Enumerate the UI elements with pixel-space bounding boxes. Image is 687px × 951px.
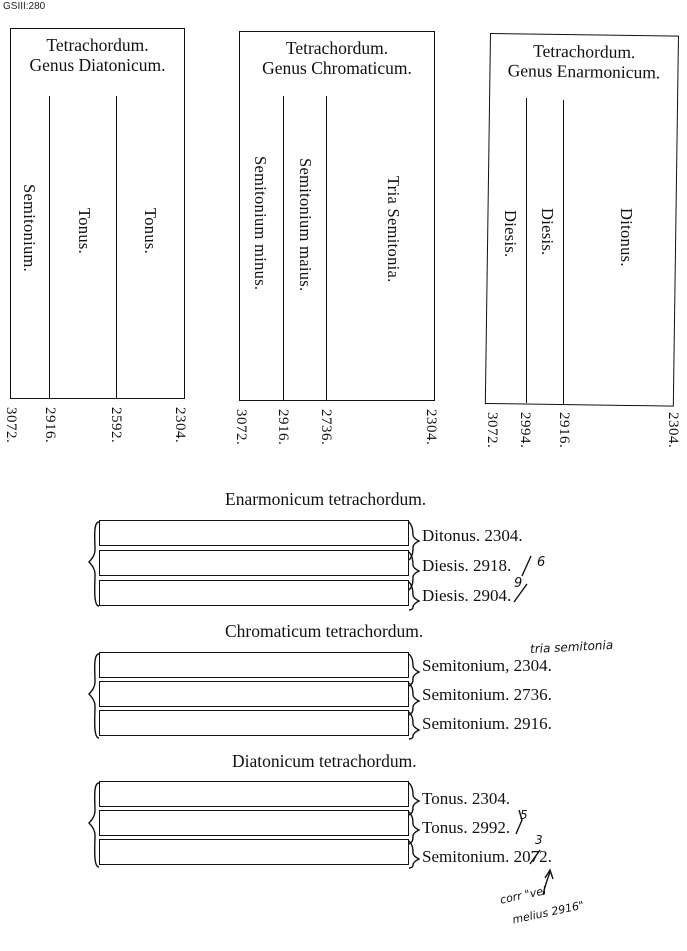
enharmonic-number: 2916. [556,412,572,449]
chromatic-interval-label: Semitonium minus. [251,156,270,291]
right-brace [409,582,419,610]
chromatic-number: 2736. [318,409,334,446]
enharmonic-table-heading: Enarmonicum tetrachordum. [225,489,427,509]
enharmonic-number: 2304. [665,412,681,449]
enharmonic-interval-label: Diesis. [538,208,557,256]
enharmonic-number: 2994. [517,412,533,449]
diatonic-interval-label: Semitonium. [20,184,39,273]
chromatic-box-title: Tetrachordum. Genus Chromaticum. [262,38,412,78]
diatonic-table-heading: Diatonicum tetrachordum. [232,751,417,771]
diatonic-interval-label: Tonus. [141,208,160,255]
diatonic-number: 2916. [42,407,58,444]
right-brace [409,683,419,715]
diatonic-number: 2592. [108,407,124,444]
left-brace [89,654,99,738]
enharmonic-interval-label: Diesis. [501,210,520,258]
strike-mark [516,810,522,834]
page-reference: GSIII:280 [3,1,46,12]
chromatic-number: 3072. [233,409,249,446]
enharmonic-number: 3072. [484,412,500,449]
chromatic-table-heading: Chromaticum tetrachordum. [225,621,424,641]
handwritten-annotation: 9 [514,576,523,591]
diatonic-number: 2304. [172,407,188,444]
enharmonic-box-title: Tetrachordum. Genus Enarmonicum. [507,40,661,83]
right-brace [409,712,419,739]
marginal-note: corr "vel melius 2916" [498,884,586,927]
chromatic-table-row-label: Semitonium. 2916. [422,714,552,733]
diatonic-table-row-label: Tonus. 2992. [422,818,511,837]
diatonic-number: 3072. [3,407,19,444]
diatonic-interval-label: Tonus. [75,208,94,255]
right-brace [409,783,419,815]
chromatic-table-row-label: Semitonium, 2304. [422,656,552,675]
left-brace [89,522,99,606]
strike-mark [530,850,540,864]
handwritten-annotation: 3 [535,833,543,847]
diatonic-box-title: Tetrachordum. Genus Diatonicum. [29,35,166,75]
right-brace [409,654,419,686]
right-brace [409,841,419,868]
chromatic-number: 2304. [423,409,439,446]
handwritten-annotation: 6 [537,555,546,570]
strike-mark [522,556,531,576]
enharmonic-table-row-label: Diesis. 2904. [422,586,512,605]
enharmonic-interval-label: Ditonus. [617,208,636,267]
diatonic-table-row-label: Tonus. 2304. [422,789,511,808]
chromatic-interval-label: Semitonium maius. [296,158,315,292]
enharmonic-table-row-label: Ditonus. 2304. [422,526,523,545]
enharmonic-table-row-label: Diesis. 2918. [422,556,512,575]
chromatic-interval-label: Tria Semitonia. [384,176,403,283]
right-brace [409,812,419,844]
strike-mark [514,584,527,602]
chromatic-table-row-label: Semitonium. 2736. [422,685,552,704]
diatonic-table-row-label: Semitonium. 2072. [422,847,552,866]
chromatic-number: 2916. [275,409,291,446]
left-brace [89,783,99,867]
handwritten-annotation: 5 [520,808,528,822]
handwritten-annotation: tria semitonia [529,637,614,657]
